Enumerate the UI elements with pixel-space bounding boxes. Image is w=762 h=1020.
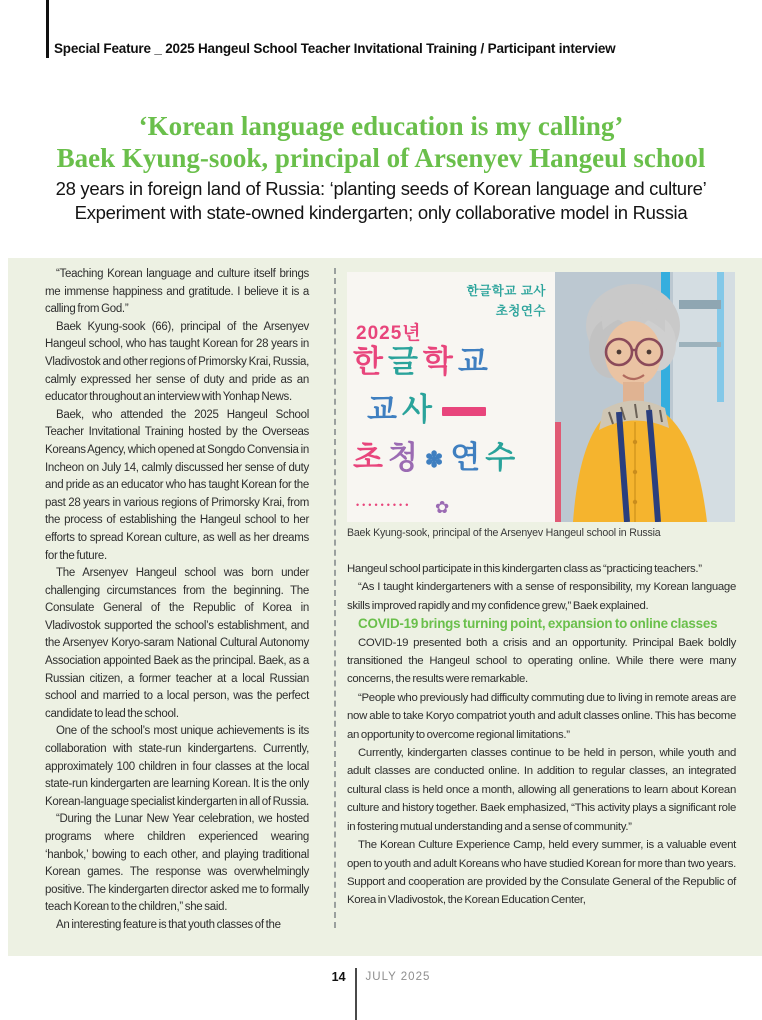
right-column [347, 560, 736, 910]
article-paragraph: COVID-19 presented both a crisis and an opportunity. Principal Baek boldly transitioned the Hangeul school to operating online. While there were many concerns, the results were remarkable. [347, 636, 736, 686]
article-title [0, 110, 762, 174]
article-paragraph: Hangeul school participate in this kindergarten class as “practicing teachers.” [347, 563, 702, 575]
article-subtitle-line2: Experiment with state-owned kindergarten; only collaborative model in Russia [74, 202, 688, 223]
section-subheading: COVID-19 brings turning point, expansion to online classes [358, 616, 718, 632]
column-divider [334, 268, 336, 928]
article-paragraph: “Teaching Korean language and culture itself brings me immense happiness and gratitude. I believe it is a calling from God.” [45, 268, 309, 316]
article-paragraph: “People who previously had difficulty commuting due to living in remote areas are now able to take Koryo compatriot youth and adult classes online. This has become an opportunity to overcome regional limitations.” [347, 691, 736, 741]
article-title-line2: Baek Kyung-sook, principal of Arsenyev Hangeul school [56, 143, 706, 173]
section-kicker: Special Feature _ 2025 Hangeul School Teacher Invitational Training / Participant interview [54, 41, 616, 56]
footer-divider [355, 968, 357, 1020]
flower-icon: ✿ [435, 498, 450, 517]
dots-ornament: ••••••••• [356, 500, 412, 510]
article-paragraph: An interesting feature is that youth classes of the [56, 918, 281, 931]
article-paragraph: The Arsenyev Hangeul school was born under challenging circumstances from the beginning. The Consulate General of the Republic of Korea in Vladivostok supported the school’s establishment, and the Arsenyev Koryo-saram National Cultural Autonomy Association appointed Baek as the principal. Baek, as a Russian citizen, a former teacher at a local Russian school and married to a local person, was the perfect candidate to lead the school. [45, 567, 309, 720]
article-paragraph: The Korean Culture Experience Camp, held every summer, is a valuable event open to youth and adult Koreans who have studied Korean for more than two years. Support and cooperation are provided by the Consulate General of the Republic of Korea in Vladivostok, the Korean Education Center, [347, 839, 736, 907]
article-title-line1: ‘Korean language education is my calling’ [138, 111, 624, 141]
photo-caption: Baek Kyung-sook, principal of the Arsenyev Hangeul school in Russia [347, 527, 661, 539]
article-paragraph: Currently, kindergarten classes continue to be held in person, while youth and adult classes are conducted online. In addition to regular classes, an integrated cultural class is held once a month, allowing all generations to learn about Korean culture and history together. Baek emphasized, “This activity plays a significant role in fostering mutual understanding and a sense of community.” [347, 747, 736, 833]
article-photo [347, 272, 735, 522]
page-footer [0, 968, 762, 1020]
article-paragraph: Baek Kyung-sook (66), principal of the Arsenyev Hangeul school, who has taught Korean for 28 years in Vladivostok and other regions of Primorsky Krai, Russia, calmly expressed her sense of duty and pride as an educator throughout an interview with Yonhap News. [45, 320, 309, 404]
article-paragraph: One of the school’s most unique achievements is its collaboration with state-run kindergartens. Currently, approximately 100 children in four classes at the local state-run kindergarten are learning Korean. It is the only Korean-language specialist kindergarten in all of Russia. [45, 725, 309, 808]
page-number: 14 [331, 970, 346, 984]
poster-header-text: 한글학교 교사 초청연수 [466, 284, 546, 318]
article-paragraph: “During the Lunar New Year celebration, we hosted programs where children experienced wearing ‘hanbok,’ bowing to each other, and playing traditional Korean games. The response was overwhelmingly positive. The kindergarten director asked me to formally teach Korean to the children,” she said. [45, 813, 309, 914]
poster-year: 2025년 [356, 323, 422, 344]
issue-label: JULY 2025 [365, 971, 431, 983]
article-paragraph: Baek, who attended the 2025 Hangeul School Teacher Invitational Training hosted by the Overseas Koreans Agency, which opened at Songdo Convensia in Incheon on July 14, calmly discussed her sense of duty and pride as an educator who has taught Korean for the past 28 years in various regions of Primorsky Krai, from the process of establishing the Hangeul school to her efforts to spread Korean culture, as well as her dreams for the future. [45, 408, 309, 562]
poster-main-lettering: 한글학교 교사 초청✽연수 [353, 344, 521, 475]
article-paragraph: “As I taught kindergarteners with a sense of responsibility, my Korean language skills improved rapidly and my confidence grew,” Baek explained. [347, 581, 736, 612]
brush-icon [442, 407, 486, 416]
portrait-photo [555, 272, 735, 522]
left-column [45, 266, 309, 935]
article-subtitle-line1: 28 years in foreign land of Russia: ‘planting seeds of Korean language and culture’ [55, 178, 707, 199]
knot-icon: ✽ [424, 446, 449, 472]
header-rule [46, 0, 49, 58]
article-subtitle [0, 177, 762, 225]
event-poster [347, 272, 555, 522]
